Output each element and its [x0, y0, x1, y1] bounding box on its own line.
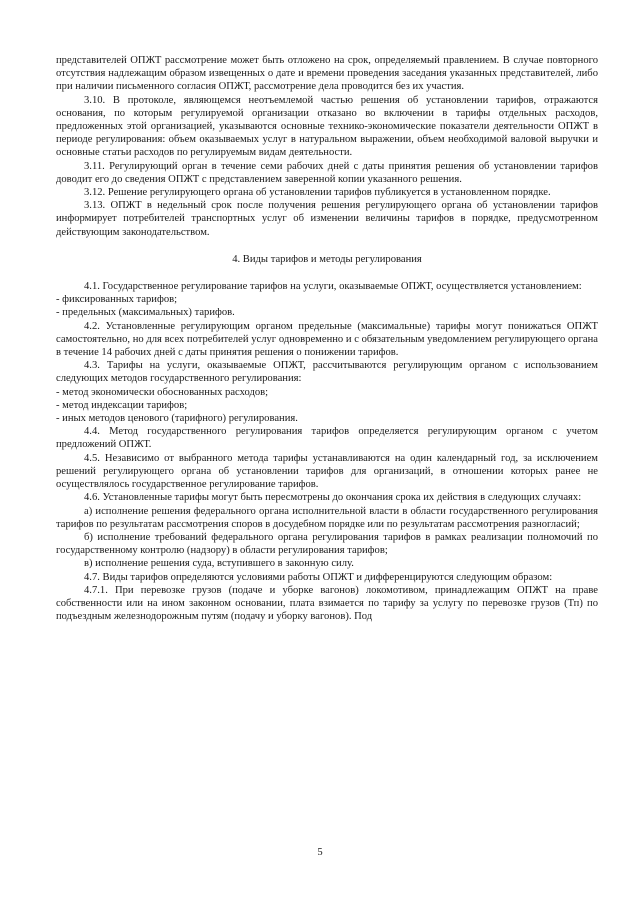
page-number: 5: [317, 847, 323, 858]
list-item: - метод экономически обоснованных расходов;: [56, 386, 269, 398]
paragraph: 4.7. Виды тарифов определяются условиями работы ОПЖТ и дифференцируются следующим образом:: [84, 571, 553, 583]
paragraph: 3.11. Регулирующий орган в течение семи рабочих дней с даты принятия решения об установлении тарифов доводит его до сведения ОПЖТ с представлением заверенной копии указанного решения.: [56, 160, 598, 185]
paragraph: 4.5. Независимо от выбранного метода тарифы устанавливаются на один календарный год, за исключением решений регулирующего органа об установлении тарифов для организаций, в отношении которых ранее не осуществлялось государственное регулирование тарифов.: [56, 452, 598, 491]
list-item: - метод индексации тарифов;: [56, 399, 188, 411]
paragraph: 4.2. Установленные регулирующим органом предельные (максимальные) тарифы могут понижаться ОПЖТ самостоятельно, но для всех потребителей услуг одновременно и с обязательным уведомлением регулирующего органа в течение 14 рабочих дней с даты принятия решения о понижении тарифов.: [56, 320, 598, 359]
paragraph: 4.4. Метод государственного регулирования тарифов определяется регулирующим органом с учетом предложений ОПЖТ.: [56, 426, 598, 451]
list-item: - иных методов ценового (тарифного) регулирования.: [56, 413, 298, 425]
paragraph: 3.10. В протоколе, являющемся неотъемлемой частью решения об установлении тарифов, отражаются основания, по которым регулируемой организации отказано во включении в тарифы отдельных расходов, предложенных этой организацией, указываются основные технико-экономические показатели деятельности ОПЖТ в периоде регулирования: объем оказываемых услуг в натуральном выражении, объем необходимой валовой выручки и основные статьи расходов по регулируемым видам деятельности.: [56, 94, 598, 159]
paragraph: представителей ОПЖТ рассмотрение может быть отложено на срок, определяемый правлением. В случае повторного отсутствия надлежащим образом извещенных о дате и времени проведения заседания указанных представителей, либо при наличии письменного согласия ОПЖТ, рассмотрение дела проводится без их участия.: [56, 55, 598, 93]
list-item: - предельных (максимальных) тарифов.: [56, 307, 235, 319]
paragraph: б) исполнение требований федерального органа регулирования тарифов в рамках реализации полномочий по государственному контролю (надзору) в области регулирования тарифов;: [56, 531, 598, 557]
list-item: - фиксированных тарифов;: [56, 294, 178, 306]
paragraph: 4.3. Тарифы на услуги, оказываемые ОПЖТ, рассчитываются регулирующим органом с использованием следующих методов государственного регулирования:: [56, 360, 598, 385]
paragraph: 4.6. Установленные тарифы могут быть пересмотрены до окончания срока их действия в следующих случаях:: [84, 492, 582, 504]
section-heading: 4. Виды тарифов и методы регулирования: [232, 253, 422, 265]
paragraph: а) исполнение решения федерального органа исполнительной власти в области государственного регулирования тарифов по результатам рассмотрения споров в досудебном порядке или по результатам рассмотрения разногласий;: [56, 505, 598, 530]
paragraph: 3.12. Решение регулирующего органа об установлении тарифов публикуется в установленном порядке.: [84, 187, 551, 199]
paragraph: 3.13. ОПЖТ в недельный срок после получения решения регулирующего органа об установлении тарифов информирует потребителей транспортных услуг об изменении величины тарифов в порядке, предусмотренном действующим законодательством.: [56, 200, 598, 238]
document-body: [56, 54, 598, 623]
paragraph: в) исполнение решения суда, вступившего в законную силу.: [84, 558, 354, 570]
paragraph: 4.1. Государственное регулирование тарифов на услуги, оказываемые ОПЖТ, осуществляется установлением:: [84, 281, 582, 293]
paragraph: 4.7.1. При перевозке грузов (подаче и уборке вагонов) локомотивом, принадлежащим ОПЖТ на праве собственности или на ином законном основании, плата взимается по тарифу за услугу по перевозке грузов (Тп) по подъездным железнодорожным путям (подачу и уборку вагонов). Под: [56, 584, 598, 623]
